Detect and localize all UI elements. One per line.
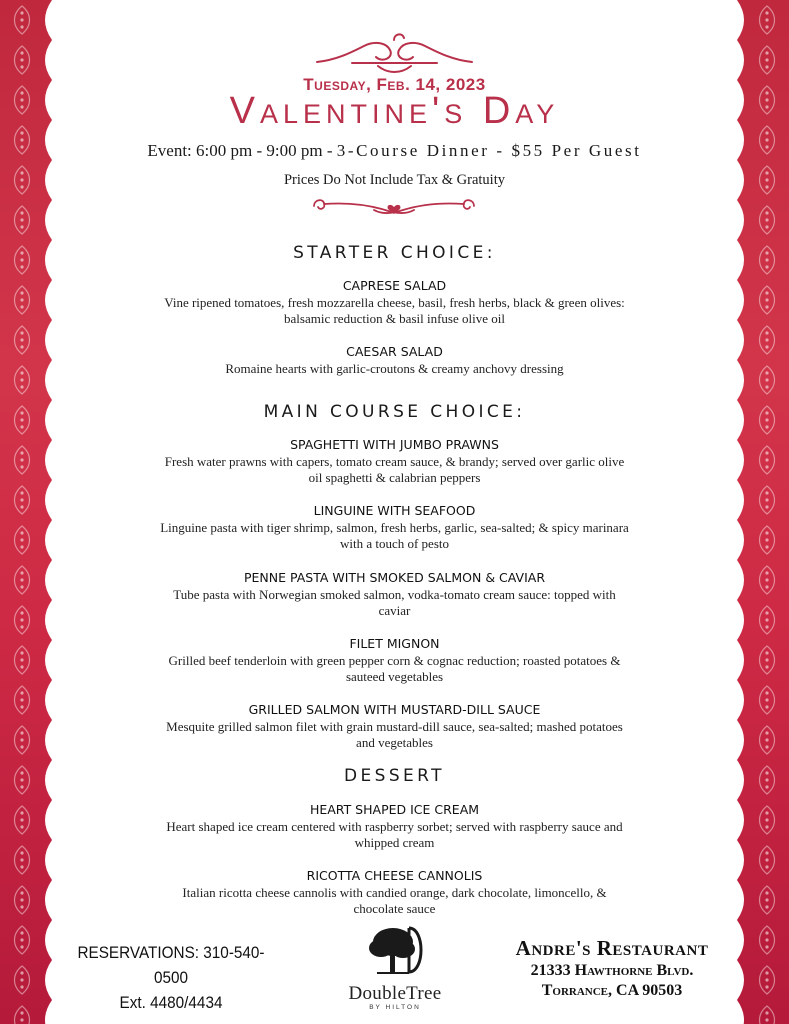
lace-dot xyxy=(765,531,768,534)
lace-dot xyxy=(20,51,23,54)
lace-dot xyxy=(20,611,23,614)
lace-scallop xyxy=(737,120,744,160)
doubletree-logo xyxy=(320,922,470,1011)
lace-dot xyxy=(20,785,23,788)
address-line-2: Torrance, CA 90503 xyxy=(541,982,683,999)
item-description: Vine ripened tomatoes, fresh mozzarella cheese, basil, fresh herbs, black & green olives: balsamic reduction & basil infuse olive oil xyxy=(164,295,625,326)
lace-dot xyxy=(20,265,23,268)
lace-dot xyxy=(765,371,768,374)
lace-scallop xyxy=(45,880,52,920)
lace-scallop xyxy=(45,800,52,840)
lace-dot xyxy=(20,218,23,221)
lace-dot xyxy=(20,131,23,134)
top-flourish-ornament xyxy=(52,30,737,75)
lace-dot xyxy=(20,425,23,428)
lace-scallop xyxy=(45,440,52,480)
logo-brand: DoubleTree xyxy=(348,983,442,1004)
lace-scallop xyxy=(737,840,744,880)
lace-dot xyxy=(765,931,768,934)
lace-dot xyxy=(20,945,23,948)
lace-dot xyxy=(765,618,768,621)
lace-dot xyxy=(765,938,768,941)
lace-dot xyxy=(20,578,23,581)
lace-dot xyxy=(20,225,23,228)
lace-scallop xyxy=(737,920,744,960)
lace-dot xyxy=(20,818,23,821)
prices-note: Prices Do Not Include Tax & Gratuity xyxy=(283,172,505,188)
logo-sub: BY HILTON xyxy=(369,1004,421,1011)
lace-dot xyxy=(765,378,768,381)
lace-dot xyxy=(765,778,768,781)
lace-scallop xyxy=(45,200,52,240)
lace-dot xyxy=(765,91,768,94)
lace-dot xyxy=(20,138,23,141)
lace-scallop xyxy=(45,600,52,640)
lace-dot xyxy=(20,618,23,621)
lace-dot xyxy=(765,418,768,421)
lace-scallop xyxy=(45,40,52,80)
lace-dot xyxy=(765,585,768,588)
menu-item xyxy=(52,868,737,917)
item-description: Mesquite grilled salmon filet with grain mustard-dill sauce, sea-salted; mashed potatoes and vegetables xyxy=(166,719,623,750)
lace-dot xyxy=(765,338,768,341)
lace-dot xyxy=(20,905,23,908)
lace-dot xyxy=(765,651,768,654)
lace-scallop xyxy=(737,320,744,360)
lace-scallop xyxy=(737,480,744,520)
lace-dot xyxy=(765,258,768,261)
lace-dot xyxy=(20,625,23,628)
lace-dot xyxy=(20,771,23,774)
event-time: Event: 6:00 pm - 9:00 pm - xyxy=(147,141,333,160)
lace-dot xyxy=(20,538,23,541)
lace-dot xyxy=(20,691,23,694)
restaurant-info xyxy=(498,935,726,1001)
lace-scallop xyxy=(737,40,744,80)
lace-dot xyxy=(20,458,23,461)
lace-scallop xyxy=(737,600,744,640)
lace-scallop xyxy=(45,840,52,880)
lace-scallop xyxy=(45,680,52,720)
item-description: Italian ricotta cheese cannolis with candied orange, dark chocolate, limoncello, & chocolate sauce xyxy=(182,885,607,916)
lace-dot xyxy=(20,811,23,814)
lace-dot xyxy=(20,418,23,421)
lace-scallop xyxy=(45,0,52,40)
lace-dot xyxy=(20,465,23,468)
lace-dot xyxy=(765,985,768,988)
menu-item xyxy=(52,702,737,751)
lace-dot xyxy=(765,578,768,581)
lace-dot xyxy=(20,11,23,14)
lace-dot xyxy=(765,291,768,294)
lace-dot xyxy=(765,658,768,661)
lace-dot xyxy=(20,185,23,188)
lace-dot xyxy=(765,691,768,694)
lace-dot xyxy=(765,571,768,574)
item-description: Romaine hearts with garlic-croutons & creamy anchovy dressing xyxy=(225,361,564,376)
lace-dot xyxy=(20,705,23,708)
lace-dot xyxy=(765,411,768,414)
event-date: Tuesday, Feb. 14, 2023 xyxy=(303,75,486,94)
lace-dot xyxy=(20,451,23,454)
lace-scallop xyxy=(45,160,52,200)
lace-dot xyxy=(20,505,23,508)
lace-dot xyxy=(20,378,23,381)
lace-dot xyxy=(20,1011,23,1014)
lace-scallop xyxy=(737,360,744,400)
lace-dot xyxy=(765,225,768,228)
lace-scallop xyxy=(45,640,52,680)
lace-scallop xyxy=(45,400,52,440)
lace-dot xyxy=(765,745,768,748)
item-name: CAPRESE SALAD xyxy=(342,278,447,293)
lace-dot xyxy=(765,858,768,861)
menu-item xyxy=(52,503,737,552)
lace-dot xyxy=(765,811,768,814)
item-description: Fresh water prawns with capers, tomato cream sauce, & brandy; served over garlic olive oil spaghetti & calabrian peppers xyxy=(164,454,625,485)
lace-dot xyxy=(20,298,23,301)
lace-dot xyxy=(765,818,768,821)
lace-dot xyxy=(20,545,23,548)
lace-dot xyxy=(20,891,23,894)
lace-dot xyxy=(765,771,768,774)
lace-scallop xyxy=(45,520,52,560)
lace-dot xyxy=(765,698,768,701)
lace-dot xyxy=(20,851,23,854)
menu-item xyxy=(52,636,737,685)
main-section-title: MAIN COURSE CHOICE: xyxy=(263,402,526,422)
lace-dot xyxy=(20,65,23,68)
lace-dot xyxy=(20,731,23,734)
lace-dot xyxy=(765,51,768,54)
lace-dot xyxy=(20,858,23,861)
lace-dot xyxy=(20,338,23,341)
lace-scallop xyxy=(737,880,744,920)
lace-dot xyxy=(765,891,768,894)
lace-dot xyxy=(20,25,23,28)
lace-dot xyxy=(20,331,23,334)
lace-dot xyxy=(20,651,23,654)
lace-dot xyxy=(765,331,768,334)
lace-border-right xyxy=(737,0,789,1024)
lace-scallop xyxy=(45,280,52,320)
lace-dot xyxy=(765,825,768,828)
lace-dot xyxy=(765,425,768,428)
lace-scallop xyxy=(45,240,52,280)
lace-dot xyxy=(20,938,23,941)
lace-dot xyxy=(765,611,768,614)
lace-scallop xyxy=(737,200,744,240)
item-name: PENNE PASTA WITH SMOKED SALMON & CAVIAR xyxy=(243,570,546,585)
lace-scallop xyxy=(737,720,744,760)
lace-dot xyxy=(20,985,23,988)
lace-dot xyxy=(20,58,23,61)
lace-dot xyxy=(765,131,768,134)
menu-item xyxy=(52,278,737,327)
event-info xyxy=(52,141,737,161)
item-name: HEART SHAPED ICE CREAM xyxy=(309,802,480,817)
lace-dot xyxy=(20,178,23,181)
lace-dot xyxy=(765,905,768,908)
lace-dot xyxy=(765,851,768,854)
lace-scallop xyxy=(45,720,52,760)
reservations-extension: Ext. 4480/4434 xyxy=(119,993,223,1012)
lace-dot xyxy=(765,705,768,708)
starter-section-title: STARTER CHOICE: xyxy=(293,243,496,263)
lace-dot xyxy=(20,385,23,388)
lace-dot xyxy=(20,371,23,374)
lace-scallop xyxy=(737,280,744,320)
lace-dot xyxy=(765,1018,768,1021)
item-name: GRILLED SALMON WITH MUSTARD-DILL SAUCE xyxy=(248,702,541,717)
lace-dot xyxy=(765,251,768,254)
lace-dot xyxy=(765,145,768,148)
lace-dot xyxy=(20,145,23,148)
lace-scallop xyxy=(737,160,744,200)
lace-dot xyxy=(765,265,768,268)
lace-dot xyxy=(765,105,768,108)
lace-scallop xyxy=(45,120,52,160)
lace-scallop xyxy=(737,520,744,560)
lace-dot xyxy=(765,945,768,948)
lace-dot xyxy=(20,865,23,868)
lace-border-left xyxy=(0,0,52,1024)
lace-dot xyxy=(765,25,768,28)
menu-content xyxy=(52,0,737,1024)
lace-dot xyxy=(20,698,23,701)
event-course-price: 3-Course Dinner - $55 Per Guest xyxy=(336,141,642,160)
lace-dot xyxy=(765,185,768,188)
lace-dot xyxy=(765,218,768,221)
item-name: FILET MIGNON xyxy=(349,636,440,651)
lace-scallop xyxy=(737,680,744,720)
lace-dot xyxy=(20,411,23,414)
lace-scallop xyxy=(45,760,52,800)
lace-scallop xyxy=(737,640,744,680)
lace-scallop xyxy=(737,400,744,440)
lace-dot xyxy=(765,785,768,788)
lace-scallop xyxy=(45,80,52,120)
lace-dot xyxy=(765,171,768,174)
page-title: Valentine's Day xyxy=(229,90,560,132)
lace-dot xyxy=(20,305,23,308)
lace-dot xyxy=(20,18,23,21)
item-name: RICOTTA CHEESE CANNOLIS xyxy=(306,868,483,883)
lace-dot xyxy=(765,385,768,388)
lace-scallop xyxy=(737,80,744,120)
tree-icon xyxy=(365,922,425,980)
lace-dot xyxy=(765,738,768,741)
lace-scallop xyxy=(737,800,744,840)
menu-item xyxy=(52,570,737,619)
item-description: Linguine pasta with tiger shrimp, salmon, fresh herbs, garlic, sea-salted; & spicy marinara with a touch of pesto xyxy=(160,520,629,551)
lace-dot xyxy=(20,258,23,261)
lace-dot xyxy=(20,585,23,588)
lace-dot xyxy=(20,571,23,574)
lace-dot xyxy=(20,658,23,661)
lace-dot xyxy=(765,625,768,628)
lace-dot xyxy=(20,531,23,534)
lace-scallop xyxy=(45,1000,52,1024)
lace-dot xyxy=(20,898,23,901)
lace-dot xyxy=(765,665,768,668)
lace-scallop xyxy=(737,760,744,800)
address-line-1: 21333 Hawthorne Blvd. xyxy=(530,962,694,979)
dessert-section-title: DESSERT xyxy=(344,766,445,786)
lace-dot xyxy=(20,91,23,94)
lace-dot xyxy=(765,138,768,141)
lace-dot xyxy=(765,491,768,494)
lace-scallop xyxy=(45,480,52,520)
reservations-block xyxy=(77,940,266,1015)
lace-dot xyxy=(20,211,23,214)
lace-dot xyxy=(20,778,23,781)
lace-scallop xyxy=(45,560,52,600)
menu-item xyxy=(52,802,737,851)
lace-dot xyxy=(20,98,23,101)
lace-scallop xyxy=(737,240,744,280)
lace-dot xyxy=(20,291,23,294)
lace-dot xyxy=(765,538,768,541)
lace-dot xyxy=(765,305,768,308)
lace-dot xyxy=(20,931,23,934)
lace-dot xyxy=(765,98,768,101)
lace-dot xyxy=(20,825,23,828)
lace-dot xyxy=(765,865,768,868)
lace-scallop xyxy=(45,360,52,400)
lace-dot xyxy=(765,451,768,454)
lace-dot xyxy=(765,11,768,14)
lace-dot xyxy=(765,65,768,68)
lace-dot xyxy=(20,971,23,974)
lace-pattern-right xyxy=(737,0,789,1024)
lace-scallop xyxy=(737,560,744,600)
lace-dot xyxy=(765,1011,768,1014)
lace-dot xyxy=(765,458,768,461)
lace-dot xyxy=(765,178,768,181)
lace-dot xyxy=(765,211,768,214)
lace-dot xyxy=(20,498,23,501)
lace-dot xyxy=(20,978,23,981)
lace-dot xyxy=(765,971,768,974)
lace-dot xyxy=(765,978,768,981)
lace-dot xyxy=(20,105,23,108)
item-description: Heart shaped ice cream centered with raspberry sorbet; served with raspberry sauce and whipped cream xyxy=(166,819,623,850)
lace-dot xyxy=(20,1018,23,1021)
lace-dot xyxy=(20,251,23,254)
lace-dot xyxy=(20,665,23,668)
lace-dot xyxy=(765,545,768,548)
lace-dot xyxy=(765,465,768,468)
lace-dot xyxy=(20,171,23,174)
lace-scallop xyxy=(737,1000,744,1024)
reservations-phone[interactable]: RESERVATIONS: 310-540-0500 xyxy=(77,943,265,987)
lace-dot xyxy=(765,505,768,508)
item-name: LINGUINE WITH SEAFOOD xyxy=(313,503,476,518)
lace-scallop xyxy=(737,440,744,480)
lace-dot xyxy=(20,738,23,741)
lace-dot xyxy=(765,58,768,61)
lace-dot xyxy=(20,491,23,494)
lace-scallop xyxy=(45,960,52,1000)
lace-scallop xyxy=(45,920,52,960)
lace-dot xyxy=(765,498,768,501)
restaurant-name: Andre's Restaurant xyxy=(515,936,709,960)
lace-dot xyxy=(765,898,768,901)
lace-pattern-left xyxy=(0,0,52,1024)
lace-dot xyxy=(765,345,768,348)
item-description: Tube pasta with Norwegian smoked salmon, vodka-tomato cream sauce: topped with caviar xyxy=(173,587,616,618)
lace-dot xyxy=(20,345,23,348)
item-name: SPAGHETTI WITH JUMBO PRAWNS xyxy=(290,437,499,452)
item-description: Grilled beef tenderloin with green pepper corn & cognac reduction; roasted potatoes & sauteed vegetables xyxy=(168,653,621,684)
menu-item xyxy=(52,344,737,377)
lace-dot xyxy=(765,298,768,301)
lace-scallop xyxy=(737,960,744,1000)
lace-dot xyxy=(765,731,768,734)
menu-item xyxy=(52,437,737,486)
heart-flourish-ornament xyxy=(52,192,737,220)
lace-dot xyxy=(765,18,768,21)
lace-dot xyxy=(20,745,23,748)
lace-scallop xyxy=(737,0,744,40)
lace-scallop xyxy=(45,320,52,360)
item-name: CAESAR SALAD xyxy=(346,344,443,359)
